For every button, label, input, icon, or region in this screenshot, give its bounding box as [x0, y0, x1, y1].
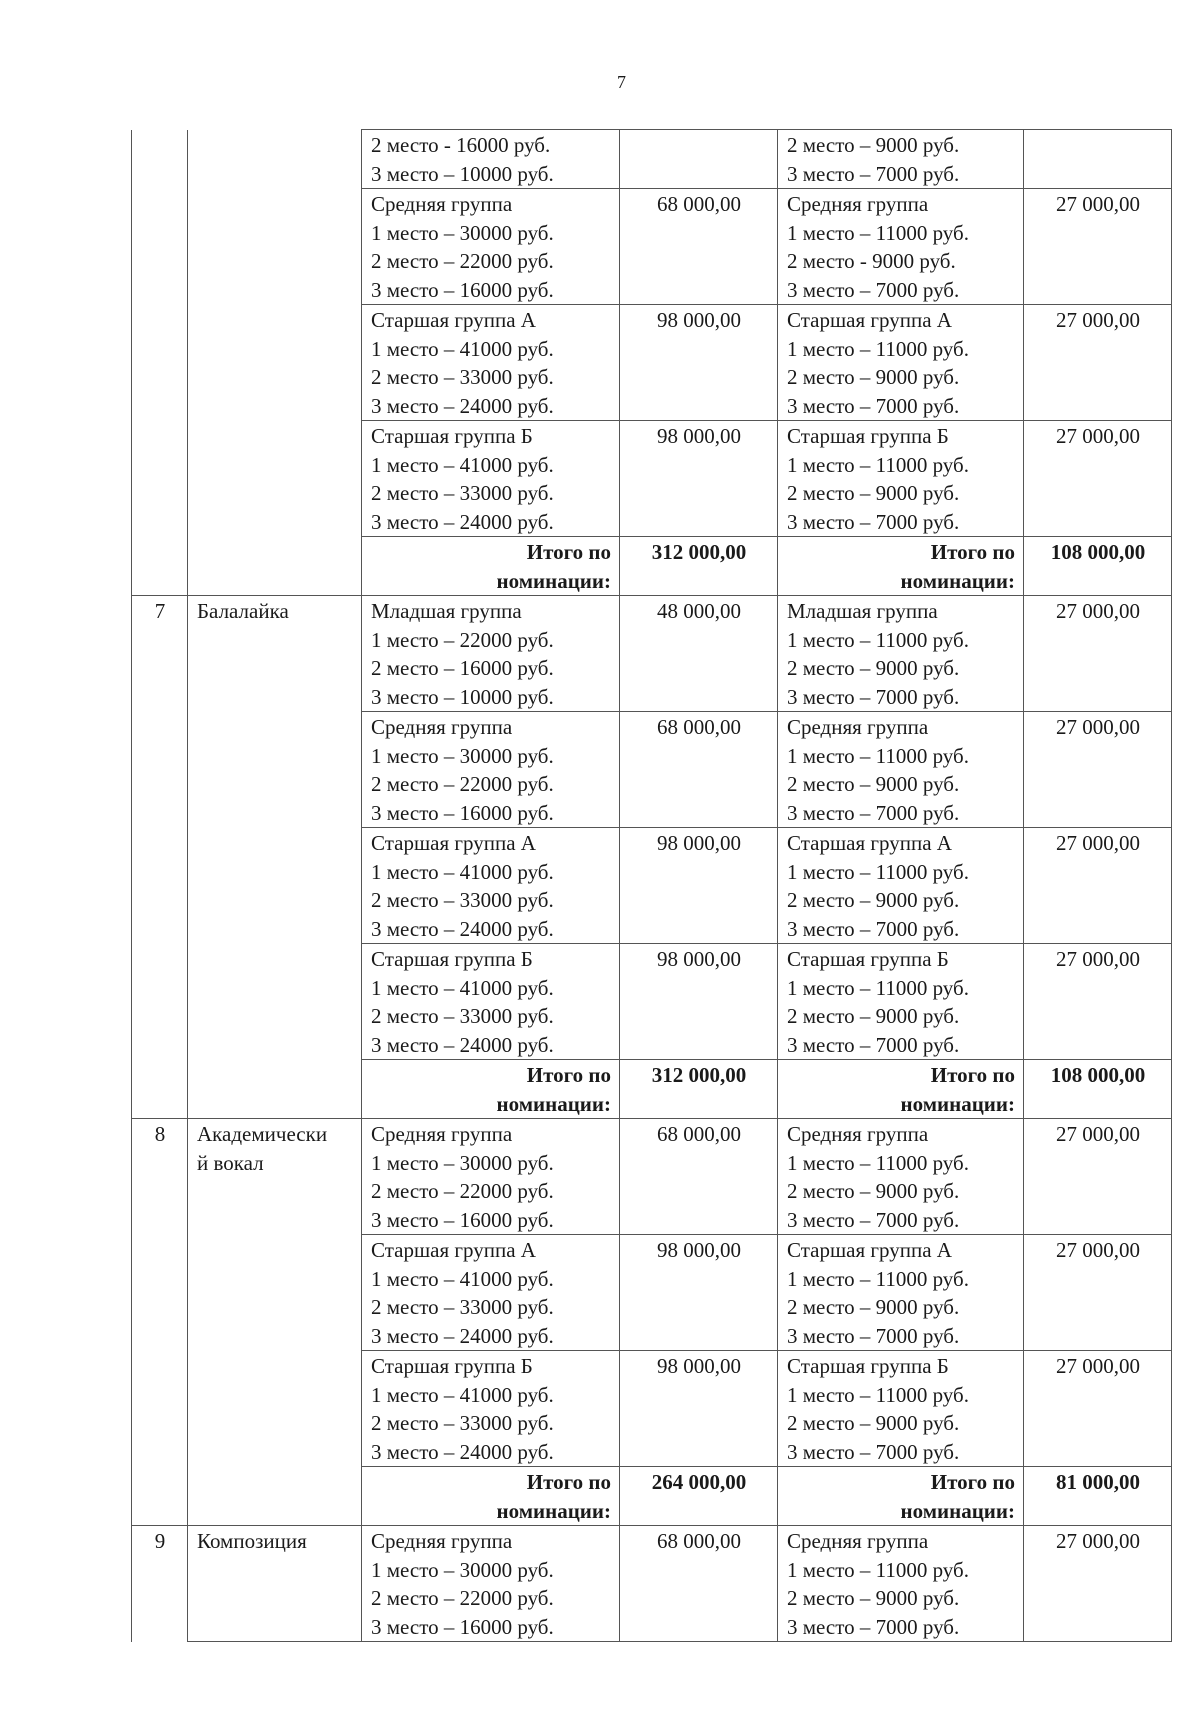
- prize-amount-left: 48 000,00: [620, 596, 778, 712]
- prize-table: [131, 129, 1172, 1642]
- prize-amount-left: 98 000,00: [620, 421, 778, 537]
- prize-amount-left: 98 000,00: [620, 944, 778, 1060]
- prize-breakdown-left: Средняя группа 1 место – 30000 руб. 2 место – 22000 руб. 3 место – 16000 руб.: [362, 189, 620, 305]
- table-row: [132, 130, 1172, 189]
- prize-amount-right: 27 000,00: [1024, 189, 1172, 305]
- prize-breakdown-right: Старшая группа А 1 место – 11000 руб. 2 место – 9000 руб. 3 место – 7000 руб.: [778, 1235, 1024, 1351]
- nomination-number: 8: [132, 1119, 188, 1526]
- prize-amount-right: 27 000,00: [1024, 1526, 1172, 1642]
- prize-amount-right: 27 000,00: [1024, 712, 1172, 828]
- prize-breakdown-right: Старшая группа А 1 место – 11000 руб. 2 место – 9000 руб. 3 место – 7000 руб.: [778, 305, 1024, 421]
- nomination-number: 7: [132, 596, 188, 1119]
- prize-breakdown-left: Младшая группа 1 место – 22000 руб. 2 место – 16000 руб. 3 место – 10000 руб.: [362, 596, 620, 712]
- prize-breakdown-left: Старшая группа А 1 место – 41000 руб. 2 место – 33000 руб. 3 место – 24000 руб.: [362, 1235, 620, 1351]
- total-label-right: Итого по номинации:: [778, 537, 1024, 596]
- prize-amount-right: 27 000,00: [1024, 1351, 1172, 1467]
- prize-amount-left: 98 000,00: [620, 828, 778, 944]
- total-amount-right: 108 000,00: [1024, 1060, 1172, 1119]
- table-body: [132, 130, 1172, 1642]
- prize-amount-right: [1024, 130, 1172, 189]
- prize-amount-left: 68 000,00: [620, 1119, 778, 1235]
- prize-breakdown-right: Средняя группа 1 место – 11000 руб. 2 место – 9000 руб. 3 место – 7000 руб.: [778, 712, 1024, 828]
- table-row: [132, 1526, 1172, 1642]
- nomination-name: Балалайка: [188, 596, 362, 1119]
- prize-amount-left: 98 000,00: [620, 305, 778, 421]
- prize-breakdown-left: Средняя группа 1 место – 30000 руб. 2 место – 22000 руб. 3 место – 16000 руб.: [362, 1526, 620, 1642]
- prize-amount-right: 27 000,00: [1024, 421, 1172, 537]
- prize-amount-left: 98 000,00: [620, 1235, 778, 1351]
- prize-amount-right: 27 000,00: [1024, 1119, 1172, 1235]
- prize-amount-right: 27 000,00: [1024, 596, 1172, 712]
- total-label-right: Итого по номинации:: [778, 1060, 1024, 1119]
- prize-breakdown-left: Старшая группа А 1 место – 41000 руб. 2 место – 33000 руб. 3 место – 24000 руб.: [362, 828, 620, 944]
- total-amount-left: 312 000,00: [620, 537, 778, 596]
- prize-breakdown-right: Средняя группа 1 место – 11000 руб. 2 место – 9000 руб. 3 место – 7000 руб.: [778, 1119, 1024, 1235]
- prize-breakdown-right: Старшая группа А 1 место – 11000 руб. 2 место – 9000 руб. 3 место – 7000 руб.: [778, 828, 1024, 944]
- prize-breakdown-right: Старшая группа Б 1 место – 11000 руб. 2 место – 9000 руб. 3 место – 7000 руб.: [778, 1351, 1024, 1467]
- total-label-left: Итого по номинации:: [362, 1467, 620, 1526]
- prize-breakdown-right: Средняя группа 1 место – 11000 руб. 2 место - 9000 руб. 3 место – 7000 руб.: [778, 189, 1024, 305]
- total-amount-left: 312 000,00: [620, 1060, 778, 1119]
- nomination-number: 9: [132, 1526, 188, 1642]
- prize-breakdown-left: Старшая группа Б 1 место – 41000 руб. 2 место – 33000 руб. 3 место – 24000 руб.: [362, 1351, 620, 1467]
- total-label-left: Итого по номинации:: [362, 537, 620, 596]
- prize-amount-right: 27 000,00: [1024, 1235, 1172, 1351]
- prize-breakdown-right: Старшая группа Б 1 место – 11000 руб. 2 место – 9000 руб. 3 место – 7000 руб.: [778, 944, 1024, 1060]
- prize-amount-left: 68 000,00: [620, 712, 778, 828]
- prize-breakdown-right: 2 место – 9000 руб. 3 место – 7000 руб.: [778, 130, 1024, 189]
- prize-breakdown-left: Старшая группа А 1 место – 41000 руб. 2 место – 33000 руб. 3 место – 24000 руб.: [362, 305, 620, 421]
- prize-amount-right: 27 000,00: [1024, 944, 1172, 1060]
- prize-amount-right: 27 000,00: [1024, 305, 1172, 421]
- page-number: 7: [617, 72, 626, 92]
- total-amount-left: 264 000,00: [620, 1467, 778, 1526]
- nomination-name: Композиция: [188, 1526, 362, 1642]
- prize-amount-left: 68 000,00: [620, 1526, 778, 1642]
- nomination-name: Академически й вокал: [188, 1119, 362, 1526]
- prize-amount-left: 98 000,00: [620, 1351, 778, 1467]
- prize-breakdown-left: Средняя группа 1 место – 30000 руб. 2 место – 22000 руб. 3 место – 16000 руб.: [362, 712, 620, 828]
- prize-amount-right: 27 000,00: [1024, 828, 1172, 944]
- total-amount-right: 81 000,00: [1024, 1467, 1172, 1526]
- table-row: [132, 1119, 1172, 1235]
- prize-breakdown-right: Младшая группа 1 место – 11000 руб. 2 место – 9000 руб. 3 место – 7000 руб.: [778, 596, 1024, 712]
- table-row: [132, 596, 1172, 712]
- nomination-name: [188, 130, 362, 596]
- prize-breakdown-right: Старшая группа Б 1 место – 11000 руб. 2 место – 9000 руб. 3 место – 7000 руб.: [778, 421, 1024, 537]
- prize-amount-left: [620, 130, 778, 189]
- total-amount-right: 108 000,00: [1024, 537, 1172, 596]
- prize-breakdown-left: Средняя группа 1 место – 30000 руб. 2 место – 22000 руб. 3 место – 16000 руб.: [362, 1119, 620, 1235]
- total-label-left: Итого по номинации:: [362, 1060, 620, 1119]
- prize-breakdown-left: Старшая группа Б 1 место – 41000 руб. 2 место – 33000 руб. 3 место – 24000 руб.: [362, 421, 620, 537]
- prize-amount-left: 68 000,00: [620, 189, 778, 305]
- prize-breakdown-left: 2 место - 16000 руб. 3 место – 10000 руб.: [362, 130, 620, 189]
- total-label-right: Итого по номинации:: [778, 1467, 1024, 1526]
- nomination-number: [132, 130, 188, 596]
- prize-breakdown-right: Средняя группа 1 место – 11000 руб. 2 место – 9000 руб. 3 место – 7000 руб.: [778, 1526, 1024, 1642]
- prize-breakdown-left: Старшая группа Б 1 место – 41000 руб. 2 место – 33000 руб. 3 место – 24000 руб.: [362, 944, 620, 1060]
